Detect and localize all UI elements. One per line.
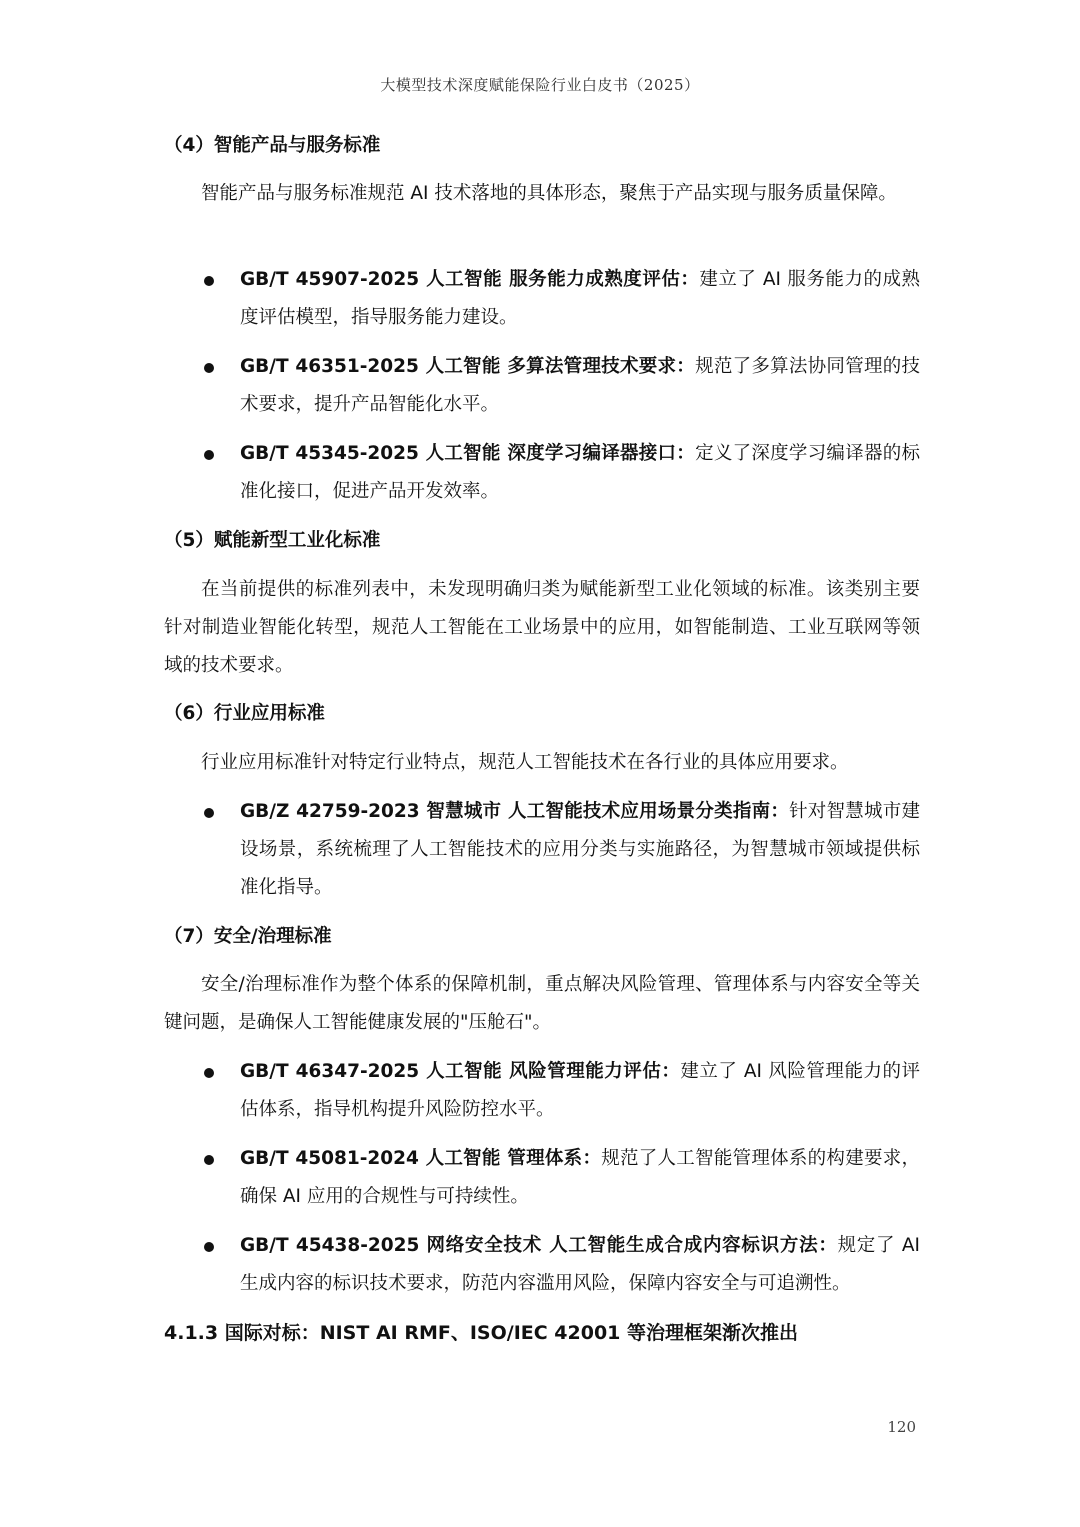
standard-description: 建立了 AI 风险管理能力的评估体系，指导机构提升风险防控水平。 — [240, 1061, 921, 1120]
standard-code: GB/T 45907-2025 人工智能 服务能力成熟度评估： — [240, 269, 700, 290]
standard-description: 规定了 AI 生成内容的标识技术要求，防范内容滥用风险，保障内容安全与可追溯性。 — [240, 1235, 920, 1294]
list-item — [240, 348, 920, 424]
standard-code: GB/Z 42759-2023 智慧城市 人工智能技术应用场景分类指南： — [240, 801, 790, 822]
subsection-heading: 4.1.3 国际对标：NIST AI RMF、ISO/IEC 42001 等治理框架渐次推出 — [164, 1322, 799, 1344]
standard-description: 建立了 AI 服务能力的成熟度评估模型，指导服务能力建设。 — [240, 269, 921, 328]
standard-code: GB/T 45081-2024 人工智能 管理体系： — [240, 1148, 602, 1169]
list-item — [240, 1053, 920, 1129]
section-intro: 安全/治理标准作为整个体系的保障机制，重点解决风险管理、管理体系与内容安全等关键问题，是确保人工智能健康发展的"压舱石"。 — [164, 974, 920, 1033]
standard-code: GB/T 46347-2025 人工智能 风险管理能力评估： — [240, 1061, 681, 1082]
section-5 — [164, 526, 920, 556]
list-item — [240, 1140, 920, 1216]
section-4 — [164, 131, 920, 161]
section-heading: （5）赋能新型工业化标准 — [164, 530, 381, 551]
standard-description: 针对智慧城市建设场景，系统梳理了人工智能技术的应用分类与实施路径，为智慧城市领域提供标准化指导。 — [240, 801, 920, 898]
list-item — [240, 1227, 920, 1303]
section-intro: 在当前提供的标准列表中，未发现明确归类为赋能新型工业化领域的标准。该类别主要针对制造业智能化转型，规范人工智能在工业场景中的应用，如智能制造、工业互联网等领域的技术要求。 — [164, 579, 920, 676]
bullet-icon — [204, 1068, 214, 1078]
bullet-icon — [204, 276, 214, 286]
standard-code: GB/T 46351-2025 人工智能 多算法管理技术要求： — [240, 356, 696, 377]
section-6 — [164, 699, 920, 729]
standard-code: GB/T 45345-2025 人工智能 深度学习编译器接口： — [240, 443, 696, 464]
bullet-icon — [204, 1242, 214, 1252]
section-intro: 行业应用标准针对特定行业特点，规范人工智能技术在各行业的具体应用要求。 — [201, 752, 849, 773]
section-5-intro — [164, 571, 920, 685]
running-header: 大模型技术深度赋能保险行业白皮书（2025） — [380, 76, 700, 94]
page-number: 120 — [887, 1418, 916, 1436]
section-4-intro — [164, 175, 920, 213]
section-7-intro — [164, 966, 920, 1042]
standard-description: 规范了人工智能管理体系的构建要求，确保 AI 应用的合规性与可持续性。 — [240, 1148, 920, 1207]
section-7 — [164, 922, 920, 952]
standard-code: GB/T 45438-2025 网络安全技术 人工智能生成合成内容标识方法： — [240, 1235, 838, 1256]
list-item — [240, 435, 920, 511]
bullet-icon — [204, 363, 214, 373]
standard-description: 定义了深度学习编译器的标准化接口，促进产品开发效率。 — [240, 443, 920, 502]
list-item — [240, 261, 920, 337]
section-intro: 智能产品与服务标准规范 AI 技术落地的具体形态，聚焦于产品实现与服务质量保障。 — [201, 183, 897, 204]
bullet-icon — [204, 808, 214, 818]
bullet-icon — [204, 450, 214, 460]
standard-description: 规范了多算法协同管理的技术要求，提升产品智能化水平。 — [240, 356, 920, 415]
section-heading: （4）智能产品与服务标准 — [164, 135, 381, 156]
section-heading: （7）安全/治理标准 — [164, 926, 332, 947]
section-6-intro — [164, 744, 920, 782]
bullet-icon — [204, 1155, 214, 1165]
section-heading: （6）行业应用标准 — [164, 703, 325, 724]
list-item — [240, 793, 920, 907]
